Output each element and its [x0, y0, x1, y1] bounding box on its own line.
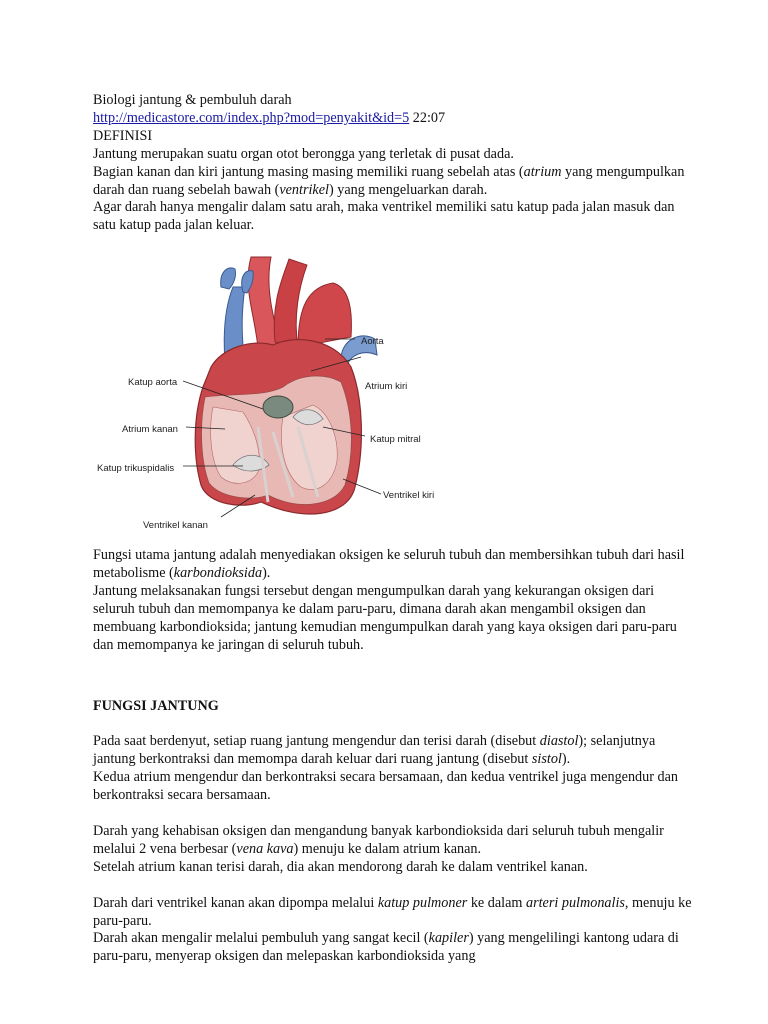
term-arteri-pulmonalis: arteri pulmonalis — [525, 894, 625, 911]
paragraph: Setelah atrium kanan terisi darah, dia akan mendorong darah ke dalam ventrikel kanan. — [93, 858, 588, 875]
label-ventrikel-kiri: Ventrikel kiri — [383, 490, 435, 502]
term-katup-pulmoner: katup pulmoner — [377, 894, 468, 911]
term-atrium: atrium — [523, 163, 562, 180]
source-line — [93, 110, 693, 128]
paragraph: Darah yang kehabisan oksigen dan mengandung banyak karbondioksida dari seluruh tubuh mengalir melalui 2 vena berbesar (vena kava) menuju ke dalam atrium kanan. — [93, 823, 664, 857]
paragraph: Pada saat berdenyut, setiap ruang jantung mengendur dan terisi darah (disebut diastol); selanjutnya jantung berkontraksi dan memompa darah keluar dari ruang jantung (disebut sistol). — [93, 733, 656, 768]
document-title-line — [93, 92, 693, 110]
term-kapiler: kapiler — [428, 930, 469, 947]
label-katup-trikuspidalis: Katup trikuspidalis — [97, 463, 175, 475]
paragraph: Kedua atrium mengendur dan berkontraksi secara bersamaan, dan kedua ventrikel juga mengendur dan berkontraksi secara bersamaan. — [93, 769, 679, 804]
document-body — [93, 92, 693, 966]
paragraph: Bagian kanan dan kiri jantung masing masing memiliki ruang sebelah atas (atrium yang mengumpulkan darah dan ruang sebelah bawah (ventrikel) yang mengeluarkan darah. — [93, 163, 685, 198]
term-karbondioksida: karbondioksida — [173, 565, 263, 582]
paragraph: Darah dari ventrikel kanan akan dipompa melalui katup pulmoner ke dalam arteri pulmonalis, menuju ke paru-paru. — [93, 894, 692, 929]
source-link[interactable]: http://medicastore.com/index.php?mod=penyakit&id=5 — [93, 109, 410, 126]
label-aorta: Aorta — [361, 336, 384, 348]
label-atrium-kiri: Atrium kiri — [365, 381, 408, 393]
heart-diagram — [93, 247, 453, 547]
paragraph: Darah akan mengalir melalui pembuluh yang sangat kecil (kapiler) yang mengelilingi kantong udara di paru-paru, menyerap oksigen dan melepaskan karbondioksida yang — [93, 930, 679, 965]
term-ventrikel: ventrikel — [279, 181, 329, 198]
label-ventrikel-kanan: Ventrikel kanan — [143, 520, 208, 532]
term-diastol: diastol — [539, 733, 579, 750]
paragraph: Jantung melaksanakan fungsi tersebut dengan mengumpulkan darah yang kekurangan oksigen dari seluruh tubuh dan memompanya ke dalam paru-paru, dimana darah akan mengambil oksigen dan membuang karbondioksida; jantung kemudian mengumpulkan darah yang kaya oksigen dari paru-paru dan memompanya ke jaringan di seluruh tubuh. — [93, 583, 677, 653]
term-sistol: sistol — [531, 751, 562, 768]
label-atrium-kanan: Atrium kanan — [122, 424, 178, 436]
section-definisi: DEFINISI — [93, 127, 153, 144]
section-heading: FUNGSI JANTUNG — [93, 697, 219, 714]
label-katup-aorta: Katup aorta — [128, 377, 178, 389]
label-katup-mitral: Katup mitral — [370, 434, 421, 446]
document-title: Biologi jantung & pembuluh darah — [93, 92, 292, 108]
paragraph: Fungsi utama jantung adalah menyediakan oksigen ke seluruh tubuh dan membersihkan tubuh dari hasil metabolisme (karbondioksida). — [93, 547, 685, 582]
paragraph: Agar darah hanya mengalir dalam satu arah, maka ventrikel memiliki satu katup pada jalan masuk dan satu katup pada jalan keluar. — [93, 199, 675, 234]
paragraph: Jantung merupakan suatu organ otot berongga yang terletak di pusat dada. — [93, 145, 514, 162]
timestamp: 22:07 — [412, 109, 446, 126]
term-vena-kava: vena kava — [236, 840, 294, 857]
